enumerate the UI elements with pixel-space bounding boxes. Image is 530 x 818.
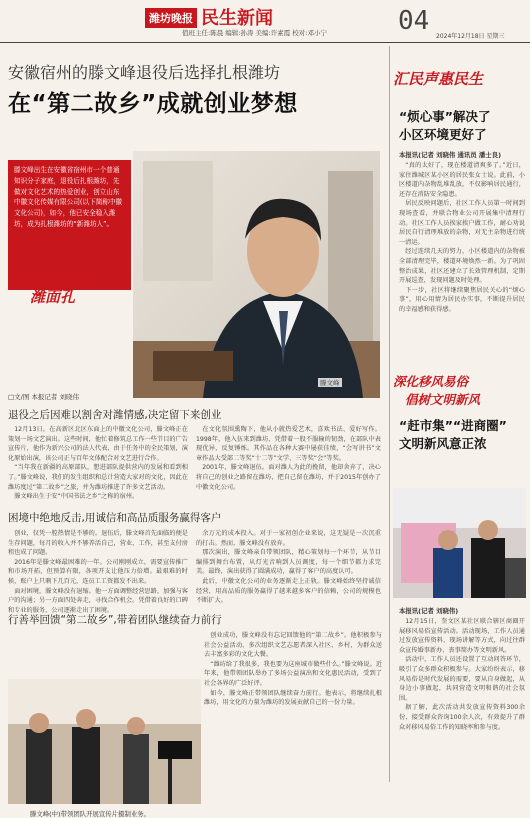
photo-caption: 滕文峰 bbox=[320, 379, 340, 387]
paragraph: 活动中，工作人员还设置了互动问答环节，吸引了众多群众积极参与。大家纷纷表示，移风易俗是时代发展的需要，要从自身做起，从身边小事做起，共同营造文明和谐的社会氛围。 bbox=[399, 656, 525, 702]
column-logo-line2: 潍面孔 bbox=[30, 288, 76, 306]
team-filming-photo bbox=[8, 679, 201, 804]
sidebar bbox=[393, 45, 530, 782]
paragraph: 滕文峰出生于安“中国书法之乡”之称的宿州。 bbox=[14, 493, 139, 501]
paragraph: 据了解，此次活动共发放宣传资料300余份，接受群众咨询100余人次，有效提升了群众对移风易俗工作的知晓率和参与度。 bbox=[399, 704, 525, 731]
paragraph: “真的太好了，现在楼道清爽多了。”近日，家住潍城区某小区的居民张女士说。此前，小区楼道内杂物乱堆乱放，不仅影响居民通行，还存在消防安全隐患。 bbox=[399, 162, 525, 198]
portrait-photo bbox=[133, 151, 380, 398]
paragraph: 余万元的成本投入。对于一家初创企业来说，这无疑是一次沉重的打击。然而，滕文峰没有放弃。 bbox=[196, 530, 381, 547]
sub-headline: 安徽宿州的滕文峰退役后选择扎根潍坊 bbox=[8, 63, 281, 82]
story1-headline-line1: “烦心事”解决了 bbox=[399, 109, 491, 124]
column-logo bbox=[8, 273, 98, 305]
story2-headline-line2: 文明新风意正浓 bbox=[399, 436, 487, 451]
section2-col2 bbox=[196, 529, 381, 606]
paragraph: 2001年，滕文峰退伍。面对潍人为此的挽留，他却舍弃了，决心将自己的创业之路留在潍坊，把自己留在潍坊，并于2015年创办了中徽文化公司。 bbox=[196, 464, 381, 491]
paragraph: 那次演出，滕文峰亲自带领团队，精心策划每一个环节，从节目编排到舞台布置，从灯光音响到人员调度，每一个细节都力求完美。最终，演出获得了圆满成功，赢得了客户的高度认可。 bbox=[196, 549, 381, 576]
section1-col2 bbox=[196, 425, 381, 492]
section1-col1 bbox=[8, 425, 188, 502]
paragraph: 居民反映问题后，社区工作人员第一时间到现场查看，并联合物业公司开展集中清理行动。社区工作人员挨家挨户做工作，耐心劝说居民自行清理堆放的杂物，对无主杂物进行统一清运。 bbox=[399, 200, 525, 246]
banner-line1: 深化移风易俗 bbox=[393, 374, 469, 389]
banner-line2: 倡树文明新风 bbox=[405, 392, 481, 407]
bottom-photo-caption: 滕文峰(中)带领团队开展宣传片摄制业务。 bbox=[30, 810, 151, 818]
brand-tag: 潍坊晚报 bbox=[145, 8, 197, 28]
brand-logo bbox=[145, 4, 273, 30]
issue-date: 2024年12月18日 星期三 bbox=[436, 33, 505, 40]
story2-body bbox=[399, 617, 525, 732]
section-title-1: 退役之后因难以割舍对潍情感,决定留下来创业 bbox=[8, 409, 222, 421]
story1-headline-line2: 小区环境更好了 bbox=[399, 127, 487, 142]
section-name: 民生新闻 bbox=[201, 8, 273, 29]
intro-text: 滕文峰出生在安徽省宿州市一个普通知识分子家庭，退役后扎根潍坊，先做对文化艺术的热爱创业，创立山东中徽文化传媒有限公司(以下简称中徽文化公司)，如今，他已安全稳入潍坊，成为扎根潍坊的“新潍坊人”。 bbox=[14, 166, 123, 228]
campaign-banner bbox=[393, 372, 528, 408]
paragraph: “当年我在新疆的高原部队，想进部队提供营内的发展和看到相了。”滕文峰说，我们的发生组织和总计营造大家对的文化，因此在潍坊度过“第二故乡”之旅，并为潍坊推进了许多文艺活动。 bbox=[8, 464, 188, 491]
market-event-photo bbox=[393, 488, 526, 598]
column-logo-text: 汇民声惠民生 bbox=[393, 70, 484, 88]
story2-headline-line1: “赶市集”“进商圈” bbox=[399, 418, 507, 433]
headline: 在“第二故乡”成就创业梦想 bbox=[8, 91, 298, 117]
column-divider bbox=[389, 46, 390, 782]
masthead bbox=[0, 0, 530, 43]
story2-byline: 本报讯(记者 刘晓伟) bbox=[399, 607, 459, 615]
paragraph: 12月13日，在高新区北区东面上的中徽文化公司，滕文峰正在策划一场文艺演出。这些时间，他忙着修筑总工作一些节目的广告宣传片，他作为新兴公司的法人代表，由于任务中的全民策划，演化原始出演，该公司正与百年文体配合对文艺进行合作。 bbox=[8, 426, 188, 462]
credits-line: 值班主任:陈晨 编辑:孙涛 美编:许素霞 校对:邓小宁 bbox=[182, 29, 327, 37]
paragraph: 此后，中徽文化公司的业务逐渐走上正轨。滕文峰始终坚持诚信经营，用高品质的服务赢得了越来越多客户的信赖，公司的规模也不断扩大。 bbox=[196, 577, 381, 605]
paragraph: 下一步，社区将继续聚焦居民关心的“烦心事”，用心用情为居民办实事，不断提升居民的幸福感和获得感。 bbox=[399, 286, 525, 313]
paragraph: 2016年是滕文峰最困难的一年。公司刚刚成立，需要宣传推广和市场开拓，但预算有限，各项开支让他压力倍增。最艰难的时候，账户上只剩下几百元，连员工工资都发不出来。 bbox=[8, 558, 188, 585]
section3-col bbox=[204, 631, 382, 708]
story2-headline bbox=[399, 417, 507, 453]
paragraph: 面对困境，滕文峰没有退缩。他一方面调整经营思路，加强与客户的沟通；另一方面四处奔走，寻找合作机会。凭借着良好的口碑和专业的服务，公司逐渐走出了困境。 bbox=[8, 587, 188, 614]
section2-col1 bbox=[8, 529, 188, 615]
feature-article bbox=[0, 45, 385, 818]
paragraph: 创业成功，滕文峰没有忘记回馈他的“第二故乡”。他积极参与社会公益活动，多次组织文艺志愿者深入社区、乡村，为群众送去丰富多彩的文化大餐。 bbox=[204, 632, 382, 659]
section-title-2: 困境中绝地反击,用诚信和高品质服务赢得客户 bbox=[8, 512, 222, 524]
paragraph: “潍坊给了我很多，我也要为这座城市做些什么。”滕文峰说。近年来，他带领团队举办了多场公益演出和文化惠民活动，受到了社会各界的广泛好评。 bbox=[204, 660, 382, 687]
story1-byline: 本报讯(记者 刘晓伟 通讯员 潘士良) bbox=[399, 151, 501, 159]
sidebar-column-logo bbox=[393, 68, 528, 89]
column-logo-line1: 探寻经济活力 bbox=[8, 272, 99, 290]
paragraph: 在文化氛围熏陶下，他从小就热爱艺术，喜欢书法、爱好写作。1998年，他入伍来到潍坊，凭借着一股不服输的韧劲，在部队中表现优异，反复锤炼。其作品在各种大赛中屡获佳绩，“会写讲书”文章作品大受部二等奖“十二等”文学、三等奖“会”等奖。 bbox=[196, 426, 381, 462]
story1-body bbox=[399, 161, 525, 315]
paragraph: 经过连续几天的努力，小区楼道内的杂物被全部清理完毕，楼道环境焕然一新。为了巩固整治成果，社区还建立了长效管理机制，定期开展巡查，发现问题及时处理。 bbox=[399, 248, 525, 285]
paragraph: 如今，滕文峰正带领团队继续奋力前行。他表示，将继续扎根潍坊，用文化的力量为潍坊的发展贡献自己的一份力量。 bbox=[204, 689, 382, 707]
paragraph: 12月15日，奎文区某社区联合辖区商圈开展移风易俗宣传活动。活动现场，工作人员通过发放宣传资料、现场讲解等方式，向过往群众宣传婚事新办、丧事简办等文明新风。 bbox=[399, 618, 525, 654]
byline: □文/图 本报记者 刘晓伟 bbox=[8, 393, 79, 401]
story1-headline bbox=[399, 108, 490, 144]
page-number: 04 bbox=[398, 6, 430, 36]
section-title-3: 行善举回馈“第二故乡”,带着团队继续奋力前行 bbox=[8, 614, 222, 626]
paragraph: 创业，仅凭一腔热情是不够的。退伍后，滕文峰首先面临的便是生存问题，每月的收入并不够养活自己，营业、工作，甚至支付房租也成了问题。 bbox=[8, 530, 188, 557]
